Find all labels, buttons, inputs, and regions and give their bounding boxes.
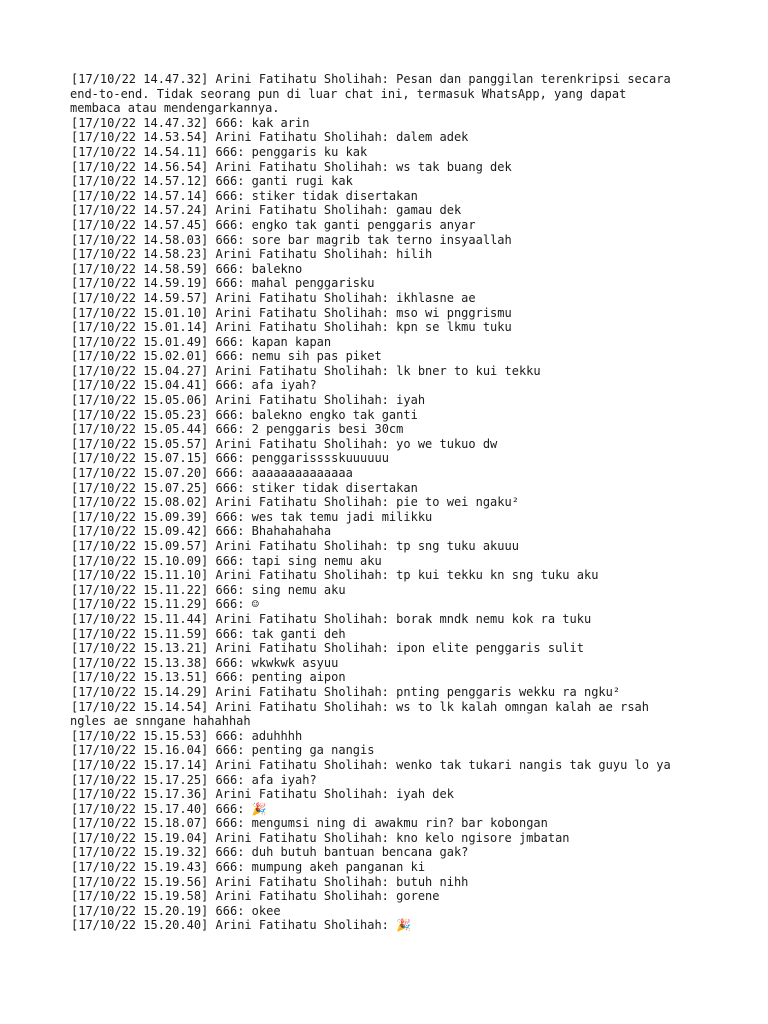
message-text: borak mndk nemu kok ra tuku	[396, 611, 592, 626]
message-text: duh butuh bantuan bencana gak?	[251, 845, 469, 860]
message-timestamp: [17/10/22 14.57.24]	[71, 203, 209, 218]
message-sender: Arini Fatihatu Sholihah:	[215, 874, 389, 889]
chat-message	[71, 845, 711, 860]
message-timestamp: [17/10/22 15.09.42]	[71, 524, 209, 539]
chat-message	[71, 758, 711, 773]
message-timestamp: [17/10/22 15.19.56]	[71, 874, 209, 889]
message-text: lk bner to kui tekku	[396, 363, 541, 378]
chat-message-first-line	[71, 568, 711, 583]
chat-message	[71, 583, 711, 598]
chat-message-first-line	[71, 291, 711, 306]
message-text: tp sng tuku akuuu	[396, 539, 519, 553]
chat-message	[71, 481, 711, 496]
message-text: 2 penggaris besi 30cm	[251, 422, 404, 437]
chat-message-first-line	[71, 656, 711, 671]
message-sender: Arini Fatihatu Sholihah:	[215, 436, 389, 451]
message-text: ws to lk kalah omngan kalah ae rsah	[396, 699, 650, 714]
message-sender: Arini Fatihatu Sholihah:	[215, 611, 389, 626]
message-sender: 666:	[215, 217, 245, 232]
chat-message	[71, 276, 711, 291]
chat-message-first-line	[71, 408, 711, 423]
message-timestamp: [17/10/22 14.59.57]	[71, 290, 209, 305]
message-timestamp: [17/10/22 14.58.23]	[71, 247, 209, 262]
chat-message	[71, 524, 711, 539]
chat-message-first-line	[71, 845, 711, 860]
message-text-continuation: ngles ae snngane hahahhah	[70, 714, 251, 729]
chat-message	[71, 773, 711, 788]
message-timestamp: [17/10/22 14.58.59]	[71, 261, 209, 276]
message-sender: Arini Fatihatu Sholihah:	[215, 641, 389, 656]
message-sender: 666:	[215, 626, 245, 641]
message-sender: 666:	[215, 276, 245, 291]
chat-message-first-line	[71, 583, 711, 598]
chat-message	[71, 291, 711, 306]
message-sender: 666:	[215, 743, 245, 758]
message-text: yo we tukuo dw	[396, 436, 498, 451]
message-sender: Arini Fatihatu Sholihah:	[215, 290, 389, 305]
message-sender: Arini Fatihatu Sholihah:	[215, 320, 389, 335]
chat-message-first-line	[71, 787, 711, 802]
message-text: 🎉	[251, 801, 267, 816]
message-timestamp: [17/10/22 15.11.10]	[71, 568, 209, 583]
chat-message	[71, 364, 711, 379]
message-sender: Arini Fatihatu Sholihah:	[215, 130, 389, 145]
message-timestamp: [17/10/22 15.14.54]	[71, 699, 209, 714]
message-text: mahal penggarisku	[251, 276, 375, 291]
chat-message	[71, 816, 711, 831]
chat-message-first-line	[71, 437, 711, 452]
message-sender: 666:	[215, 480, 245, 495]
chat-message	[71, 612, 711, 627]
chat-message-first-line	[71, 320, 711, 335]
chat-message	[71, 787, 711, 802]
message-sender: 666:	[215, 115, 245, 130]
chat-message-first-line	[71, 218, 711, 233]
chat-message-first-line	[71, 364, 711, 379]
message-text: ikhlasne ae	[396, 290, 476, 305]
chat-message	[71, 860, 711, 875]
message-text: sing nemu aku	[251, 582, 346, 597]
message-sender: 666:	[215, 261, 245, 276]
message-text: afa iyah?	[251, 378, 317, 393]
message-sender: Arini Fatihatu Sholihah:	[215, 203, 389, 218]
chat-message-first-line	[71, 641, 711, 656]
chat-message-first-line	[71, 378, 711, 393]
message-text: aaaaaaaaaaaaaa	[251, 466, 353, 481]
message-timestamp: [17/10/22 15.15.53]	[71, 728, 209, 743]
message-text: penting aipon	[251, 670, 346, 685]
message-text: wkwkwk asyuu	[251, 655, 339, 670]
chat-message-first-line	[71, 831, 711, 846]
message-timestamp: [17/10/22 15.01.10]	[71, 305, 209, 320]
message-sender: 666:	[215, 582, 245, 597]
chat-message	[71, 802, 711, 817]
message-text: 🎉	[396, 918, 412, 933]
message-sender: Arini Fatihatu Sholihah:	[215, 393, 389, 408]
message-timestamp: [17/10/22 14.47.32]	[71, 72, 209, 86]
chat-message	[71, 437, 711, 452]
chat-message-first-line	[71, 524, 711, 539]
chat-message-first-line	[71, 451, 711, 466]
chat-message	[71, 262, 711, 277]
chat-message	[71, 627, 711, 642]
message-sender: Arini Fatihatu Sholihah:	[215, 684, 389, 699]
message-text: penggaris ku kak	[251, 144, 368, 159]
message-text: Bhahahahaha	[251, 524, 332, 539]
message-sender: Arini Fatihatu Sholihah:	[215, 918, 389, 933]
chat-message	[71, 597, 711, 612]
message-timestamp: [17/10/22 15.14.29]	[71, 684, 209, 699]
message-timestamp: [17/10/22 15.13.51]	[71, 670, 209, 685]
message-text: gorene	[396, 889, 440, 904]
chat-message	[71, 174, 711, 189]
chat-message-first-line	[71, 510, 711, 525]
message-timestamp: [17/10/22 15.04.27]	[71, 363, 209, 378]
chat-message	[71, 743, 711, 758]
chat-message	[71, 539, 711, 554]
message-text: ws tak buang dek	[396, 159, 512, 174]
message-text-continuation: membaca atau mendengarkannya.	[70, 101, 280, 116]
message-text: tp kui tekku kn sng tuku aku	[396, 568, 599, 583]
chat-message	[71, 656, 711, 671]
message-text: iyah	[396, 393, 426, 408]
message-text: mumpung akeh panganan ki	[251, 860, 426, 875]
chat-message	[71, 670, 711, 685]
message-timestamp: [17/10/22 15.13.21]	[71, 641, 209, 656]
chat-message-first-line	[71, 918, 711, 933]
chat-message	[71, 451, 711, 466]
message-timestamp: [17/10/22 15.07.25]	[71, 480, 209, 495]
message-sender: Arini Fatihatu Sholihah:	[215, 305, 389, 320]
chat-message-first-line	[71, 203, 711, 218]
message-timestamp: [17/10/22 15.11.22]	[71, 582, 209, 597]
message-text: kno kelo ngisore jmbatan	[396, 830, 570, 845]
message-timestamp: [17/10/22 15.01.49]	[71, 334, 209, 349]
chat-message-first-line	[71, 116, 711, 131]
message-sender: 666:	[215, 553, 245, 568]
chat-message	[71, 349, 711, 364]
message-timestamp: [17/10/22 15.18.07]	[71, 816, 209, 831]
message-timestamp: [17/10/22 15.19.32]	[71, 845, 209, 860]
message-sender: Arini Fatihatu Sholihah:	[215, 830, 389, 845]
message-timestamp: [17/10/22 15.04.41]	[71, 378, 209, 393]
message-sender: Arini Fatihatu Sholihah:	[215, 247, 389, 262]
message-text: penting ga nangis	[251, 743, 375, 758]
message-text: dalem adek	[396, 130, 469, 145]
chat-message-first-line	[71, 422, 711, 437]
message-timestamp: [17/10/22 15.01.14]	[71, 320, 209, 335]
message-timestamp: [17/10/22 15.11.29]	[71, 597, 209, 612]
message-sender: Arini Fatihatu Sholihah:	[215, 757, 389, 772]
chat-message	[71, 393, 711, 408]
message-sender: 666:	[215, 655, 245, 670]
chat-message	[71, 729, 711, 744]
chat-message-first-line	[71, 889, 711, 904]
chat-message	[71, 510, 711, 525]
message-sender: Arini Fatihatu Sholihah:	[215, 539, 389, 553]
chat-message-first-line	[71, 773, 711, 788]
message-timestamp: [17/10/22 15.10.09]	[71, 553, 209, 568]
message-text: mengumsi ning di awakmu rin? bar kobongan	[251, 816, 548, 831]
chat-message-first-line	[71, 276, 711, 291]
message-text: wes tak temu jadi milikku	[251, 509, 433, 524]
chat-message-first-line	[71, 72, 711, 87]
chat-message-first-line	[71, 349, 711, 364]
chat-message-first-line	[71, 758, 711, 773]
chat-message	[71, 495, 711, 510]
message-timestamp: [17/10/22 15.02.01]	[71, 349, 209, 364]
chat-message	[71, 116, 711, 131]
message-sender: 666:	[215, 451, 245, 466]
message-timestamp: [17/10/22 15.17.40]	[71, 801, 209, 816]
chat-message-first-line	[71, 189, 711, 204]
message-timestamp: [17/10/22 15.08.02]	[71, 495, 209, 510]
message-timestamp: [17/10/22 15.13.38]	[71, 655, 209, 670]
message-timestamp: [17/10/22 15.05.44]	[71, 422, 209, 437]
chat-message-first-line	[71, 729, 711, 744]
message-text: Pesan dan panggilan terenkripsi secara	[396, 72, 671, 86]
chat-message-first-line	[71, 539, 711, 554]
chat-message-first-line	[71, 145, 711, 160]
chat-message-first-line	[71, 495, 711, 510]
chat-message	[71, 408, 711, 423]
message-text: pnting penggaris wekku ra ngku²	[396, 684, 621, 699]
chat-message-first-line	[71, 802, 711, 817]
message-sender: 666:	[215, 860, 245, 875]
chat-message-first-line	[71, 670, 711, 685]
chat-log	[71, 72, 711, 933]
chat-message-first-line	[71, 685, 711, 700]
chat-message-first-line	[71, 393, 711, 408]
message-text: afa iyah?	[251, 772, 317, 787]
chat-message	[71, 320, 711, 335]
chat-message	[71, 218, 711, 233]
chat-message-first-line	[71, 262, 711, 277]
message-timestamp: [17/10/22 15.19.43]	[71, 860, 209, 875]
message-sender: Arini Fatihatu Sholihah:	[215, 568, 389, 583]
message-text: stiker tidak disertakan	[251, 480, 418, 495]
chat-message-first-line	[71, 875, 711, 890]
chat-message-first-line	[71, 816, 711, 831]
message-sender: 666:	[215, 816, 245, 831]
message-sender: 666:	[215, 801, 245, 816]
chat-message	[71, 233, 711, 248]
chat-message	[71, 145, 711, 160]
message-sender: 666:	[215, 597, 245, 612]
message-text: butuh nihh	[396, 874, 469, 889]
message-text: stiker tidak disertakan	[251, 188, 418, 203]
message-timestamp: [17/10/22 15.17.14]	[71, 757, 209, 772]
chat-message-first-line	[71, 130, 711, 145]
message-timestamp: [17/10/22 15.05.57]	[71, 436, 209, 451]
chat-message-first-line	[71, 247, 711, 262]
message-timestamp: [17/10/22 15.16.04]	[71, 743, 209, 758]
message-timestamp: [17/10/22 15.11.59]	[71, 626, 209, 641]
message-timestamp: [17/10/22 15.07.15]	[71, 451, 209, 466]
message-timestamp: [17/10/22 14.57.12]	[71, 174, 209, 189]
message-timestamp: [17/10/22 15.17.25]	[71, 772, 209, 787]
chat-message	[71, 685, 711, 700]
chat-message	[71, 247, 711, 262]
chat-message-first-line	[71, 174, 711, 189]
message-sender: 666:	[215, 334, 245, 349]
chat-message-first-line	[71, 904, 711, 919]
message-sender: 666:	[215, 509, 245, 524]
message-text: penggarisssskuuuuuu	[251, 451, 389, 466]
message-text: ☺	[251, 597, 259, 612]
chat-message-first-line	[71, 466, 711, 481]
chat-message	[71, 568, 711, 583]
message-text: kapan kapan	[251, 334, 332, 349]
chat-message-first-line	[71, 627, 711, 642]
message-text: mso wi pnggrismu	[396, 305, 512, 320]
message-sender: 666:	[215, 728, 245, 743]
chat-message-first-line	[71, 481, 711, 496]
chat-message	[71, 466, 711, 481]
chat-message	[71, 554, 711, 569]
chat-message-first-line	[71, 700, 711, 715]
message-timestamp: [17/10/22 14.58.03]	[71, 232, 209, 247]
chat-message	[71, 904, 711, 919]
message-timestamp: [17/10/22 15.07.20]	[71, 466, 209, 481]
message-timestamp: [17/10/22 15.19.58]	[71, 889, 209, 904]
chat-message-first-line	[71, 233, 711, 248]
message-text: tapi sing nemu aku	[251, 553, 382, 568]
message-text-continuation: end-to-end. Tidak seorang pun di luar chat ini, termasuk WhatsApp, yang dapat	[70, 86, 627, 101]
message-sender: Arini Fatihatu Sholihah:	[215, 495, 389, 510]
message-sender: Arini Fatihatu Sholihah:	[215, 699, 389, 714]
message-timestamp: [17/10/22 15.09.39]	[71, 509, 209, 524]
message-text: sore bar magrib tak terno insyaallah	[251, 232, 512, 247]
message-sender: Arini Fatihatu Sholihah:	[215, 363, 389, 378]
message-timestamp: [17/10/22 14.53.54]	[71, 130, 209, 145]
message-timestamp: [17/10/22 15.19.04]	[71, 830, 209, 845]
chat-message	[71, 422, 711, 437]
document-page	[71, 72, 711, 933]
message-timestamp: [17/10/22 14.56.54]	[71, 159, 209, 174]
message-sender: Arini Fatihatu Sholihah:	[215, 889, 389, 904]
chat-message	[71, 203, 711, 218]
message-sender: 666:	[215, 903, 245, 918]
chat-message	[71, 335, 711, 350]
message-timestamp: [17/10/22 14.57.14]	[71, 188, 209, 203]
chat-message	[71, 918, 711, 933]
message-sender: Arini Fatihatu Sholihah:	[215, 159, 389, 174]
message-timestamp: [17/10/22 15.05.06]	[71, 393, 209, 408]
chat-message	[71, 160, 711, 175]
message-text: pie to wei ngaku²	[396, 495, 519, 510]
chat-message	[71, 875, 711, 890]
message-sender: 666:	[215, 422, 245, 437]
message-timestamp: [17/10/22 14.57.45]	[71, 217, 209, 232]
message-text: wenko tak tukari nangis tak guyu lo ya	[396, 757, 671, 772]
message-text: nemu sih pas piket	[251, 349, 382, 364]
chat-message-first-line	[71, 860, 711, 875]
message-text: balekno engko tak ganti	[251, 407, 418, 422]
message-text: gamau dek	[396, 203, 462, 218]
message-sender: 666:	[215, 144, 245, 159]
message-text: iyah dek	[396, 787, 454, 802]
message-sender: 666:	[215, 466, 245, 481]
message-sender: Arini Fatihatu Sholihah:	[215, 72, 389, 86]
message-timestamp: [17/10/22 15.11.44]	[71, 611, 209, 626]
chat-message-first-line	[71, 160, 711, 175]
message-text: ipon elite penggaris sulit	[396, 641, 584, 656]
chat-message	[71, 72, 711, 116]
message-text: ganti rugi kak	[251, 174, 353, 189]
chat-message	[71, 306, 711, 321]
message-sender: Arini Fatihatu Sholihah:	[215, 787, 389, 802]
message-sender: 666:	[215, 845, 245, 860]
message-timestamp: [17/10/22 14.54.11]	[71, 144, 209, 159]
message-text: okee	[251, 903, 281, 918]
message-sender: 666:	[215, 524, 245, 539]
chat-message-first-line	[71, 743, 711, 758]
message-sender: 666:	[215, 772, 245, 787]
message-timestamp: [17/10/22 15.05.23]	[71, 407, 209, 422]
message-timestamp: [17/10/22 15.20.40]	[71, 918, 209, 933]
message-sender: 666:	[215, 407, 245, 422]
chat-message-first-line	[71, 335, 711, 350]
message-timestamp: [17/10/22 15.17.36]	[71, 787, 209, 802]
message-text: balekno	[251, 261, 303, 276]
message-sender: 666:	[215, 188, 245, 203]
message-timestamp: [17/10/22 15.20.19]	[71, 903, 209, 918]
message-timestamp: [17/10/22 15.09.57]	[71, 539, 209, 553]
message-sender: 666:	[215, 232, 245, 247]
chat-message	[71, 889, 711, 904]
message-text: aduhhhh	[251, 728, 303, 743]
chat-message	[71, 641, 711, 656]
chat-message-first-line	[71, 612, 711, 627]
message-sender: 666:	[215, 378, 245, 393]
chat-message	[71, 378, 711, 393]
message-sender: 666:	[215, 670, 245, 685]
message-sender: 666:	[215, 174, 245, 189]
chat-message-first-line	[71, 306, 711, 321]
message-timestamp: [17/10/22 14.47.32]	[71, 115, 209, 130]
message-text: kpn se lkmu tuku	[396, 320, 512, 335]
chat-message	[71, 831, 711, 846]
chat-message	[71, 700, 711, 729]
chat-message	[71, 130, 711, 145]
message-text: hilih	[396, 247, 433, 262]
message-sender: 666:	[215, 349, 245, 364]
chat-message	[71, 189, 711, 204]
message-timestamp: [17/10/22 14.59.19]	[71, 276, 209, 291]
chat-message-first-line	[71, 597, 711, 612]
message-text: engko tak ganti penggaris anyar	[251, 217, 476, 232]
chat-message-first-line	[71, 554, 711, 569]
message-text: kak arin	[251, 115, 310, 130]
message-text: tak ganti deh	[251, 626, 346, 641]
